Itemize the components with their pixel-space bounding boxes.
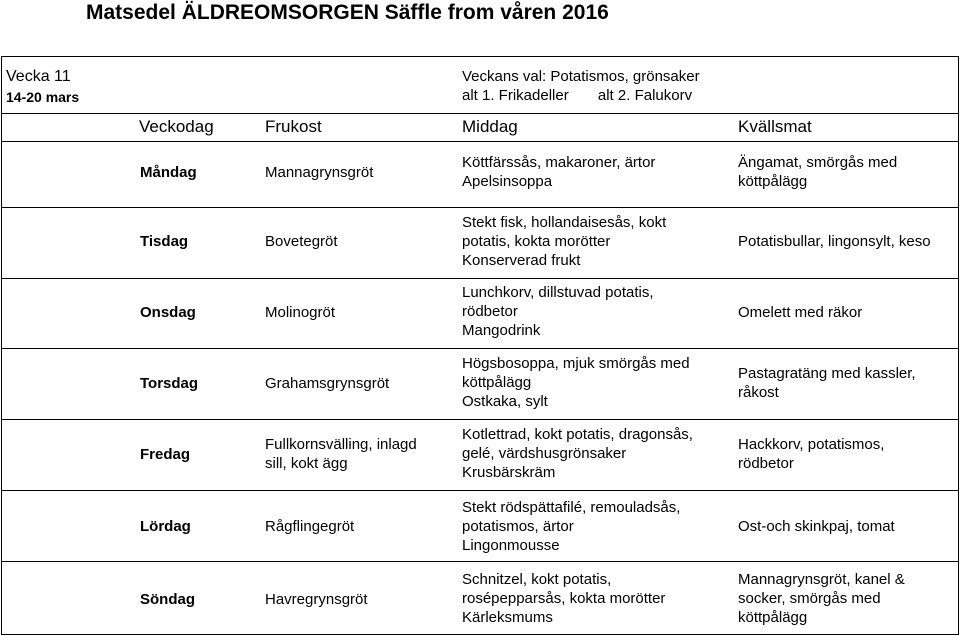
- supper-thursday-line2: råkost: [738, 384, 779, 401]
- lunch-wednesday-line1: Lunchkorv, dillstuvad potatis,: [462, 284, 654, 301]
- row-divider: [1, 490, 959, 491]
- week-row-divider: [1, 113, 959, 114]
- supper-sunday-line1: Mannagrynsgröt, kanel &: [738, 571, 905, 588]
- row-divider: [1, 419, 959, 420]
- lunch-sunday-line2: rosépepparsås, kokta morötter: [462, 590, 666, 607]
- header-supper: Kvällsmat: [738, 117, 812, 136]
- lunch-wednesday-line3: Mangodrink: [462, 322, 541, 339]
- breakfast-saturday: Rågflingegröt: [265, 518, 355, 535]
- lunch-saturday-line1: Stekt rödspättafilé, remouladsås,: [462, 499, 681, 516]
- row-divider: [1, 348, 959, 349]
- breakfast-monday: Mannagrynsgröt: [265, 164, 374, 181]
- lunch-sunday-line1: Schnitzel, kokt potatis,: [462, 571, 612, 588]
- breakfast-friday-line2: sill, kokt ägg: [265, 455, 348, 472]
- lunch-tuesday-line2: potatis, kokta morötter: [462, 233, 611, 250]
- lunch-friday-line2: gelé, värdshusgrönsaker: [462, 445, 627, 462]
- table-left-border: [1, 56, 2, 635]
- supper-wednesday: Omelett med räkor: [738, 304, 863, 321]
- lunch-sunday-line3: Kärleksmums: [462, 609, 553, 626]
- lunch-tuesday-line1: Stekt fisk, hollandaisesås, kokt: [462, 214, 667, 231]
- supper-sunday-line2: socker, smörgås med: [738, 590, 881, 607]
- breakfast-tuesday: Bovetegröt: [265, 233, 338, 250]
- supper-friday-line1: Hackkorv, potatismos,: [738, 436, 885, 453]
- row-divider: [1, 207, 959, 208]
- day-name-thursday: Torsdag: [140, 375, 199, 392]
- lunch-friday-line3: Krusbärskräm: [462, 464, 556, 481]
- week-dates: 14-20 mars: [6, 89, 80, 105]
- breakfast-wednesday: Molinogröt: [265, 304, 336, 321]
- header-lunch: Middag: [462, 117, 518, 136]
- page-title: Matsedel ÄLDREOMSORGEN Säffle from våren 2016: [86, 1, 609, 24]
- lunch-monday-line2: Apelsinsoppa: [462, 173, 553, 190]
- supper-monday-line2: köttpålägg: [738, 173, 808, 190]
- weekly-choice-line1: Veckans val: Potatismos, grönsaker: [462, 68, 700, 85]
- day-name-friday: Fredag: [140, 446, 191, 463]
- day-name-sunday: Söndag: [140, 591, 195, 608]
- supper-monday-line1: Ängamat, smörgås med: [738, 154, 898, 171]
- breakfast-friday-line1: Fullkornsvälling, inlagd: [265, 436, 417, 453]
- day-name-wednesday: Onsdag: [140, 304, 196, 321]
- header-day: Veckodag: [139, 117, 214, 136]
- lunch-friday-line1: Kotlettrad, kokt potatis, dragonsås,: [462, 426, 693, 443]
- day-name-tuesday: Tisdag: [140, 233, 189, 250]
- lunch-thursday-line3: Ostkaka, sylt: [462, 393, 548, 410]
- supper-tuesday: Potatisbullar, lingonsylt, keso: [738, 233, 931, 250]
- supper-friday-line2: rödbetor: [738, 455, 794, 472]
- lunch-wednesday-line2: rödbetor: [462, 303, 518, 320]
- breakfast-sunday: Havregrynsgröt: [265, 591, 368, 608]
- table-top-border: [1, 56, 959, 57]
- row-divider: [1, 561, 959, 562]
- lunch-saturday-line2: potatismos, ärtor: [462, 518, 574, 535]
- lunch-monday-line1: Köttfärssås, makaroner, ärtor: [462, 154, 656, 171]
- supper-thursday-line1: Pastagratäng med kassler,: [738, 365, 916, 382]
- weekly-choice-line2: alt 1. Frikadeller alt 2. Falukorv: [462, 87, 693, 104]
- lunch-tuesday-line3: Konserverad frukt: [462, 252, 581, 269]
- lunch-thursday-line1: Högsbosoppa, mjuk smörgås med: [462, 355, 690, 372]
- header-breakfast: Frukost: [265, 117, 322, 136]
- lunch-saturday-line3: Lingonmousse: [462, 537, 560, 554]
- table-right-border: [958, 56, 959, 635]
- row-divider: [1, 278, 959, 279]
- lunch-thursday-line2: köttpålägg: [462, 374, 532, 391]
- breakfast-thursday: Grahamsgrynsgröt: [265, 375, 390, 392]
- header-row-divider: [1, 141, 959, 142]
- week-label: Vecka 11: [6, 68, 71, 85]
- supper-sunday-line3: köttpålägg: [738, 609, 808, 626]
- supper-saturday: Ost-och skinkpaj, tomat: [738, 518, 895, 535]
- day-name-monday: Måndag: [140, 164, 197, 181]
- day-name-saturday: Lördag: [140, 518, 191, 535]
